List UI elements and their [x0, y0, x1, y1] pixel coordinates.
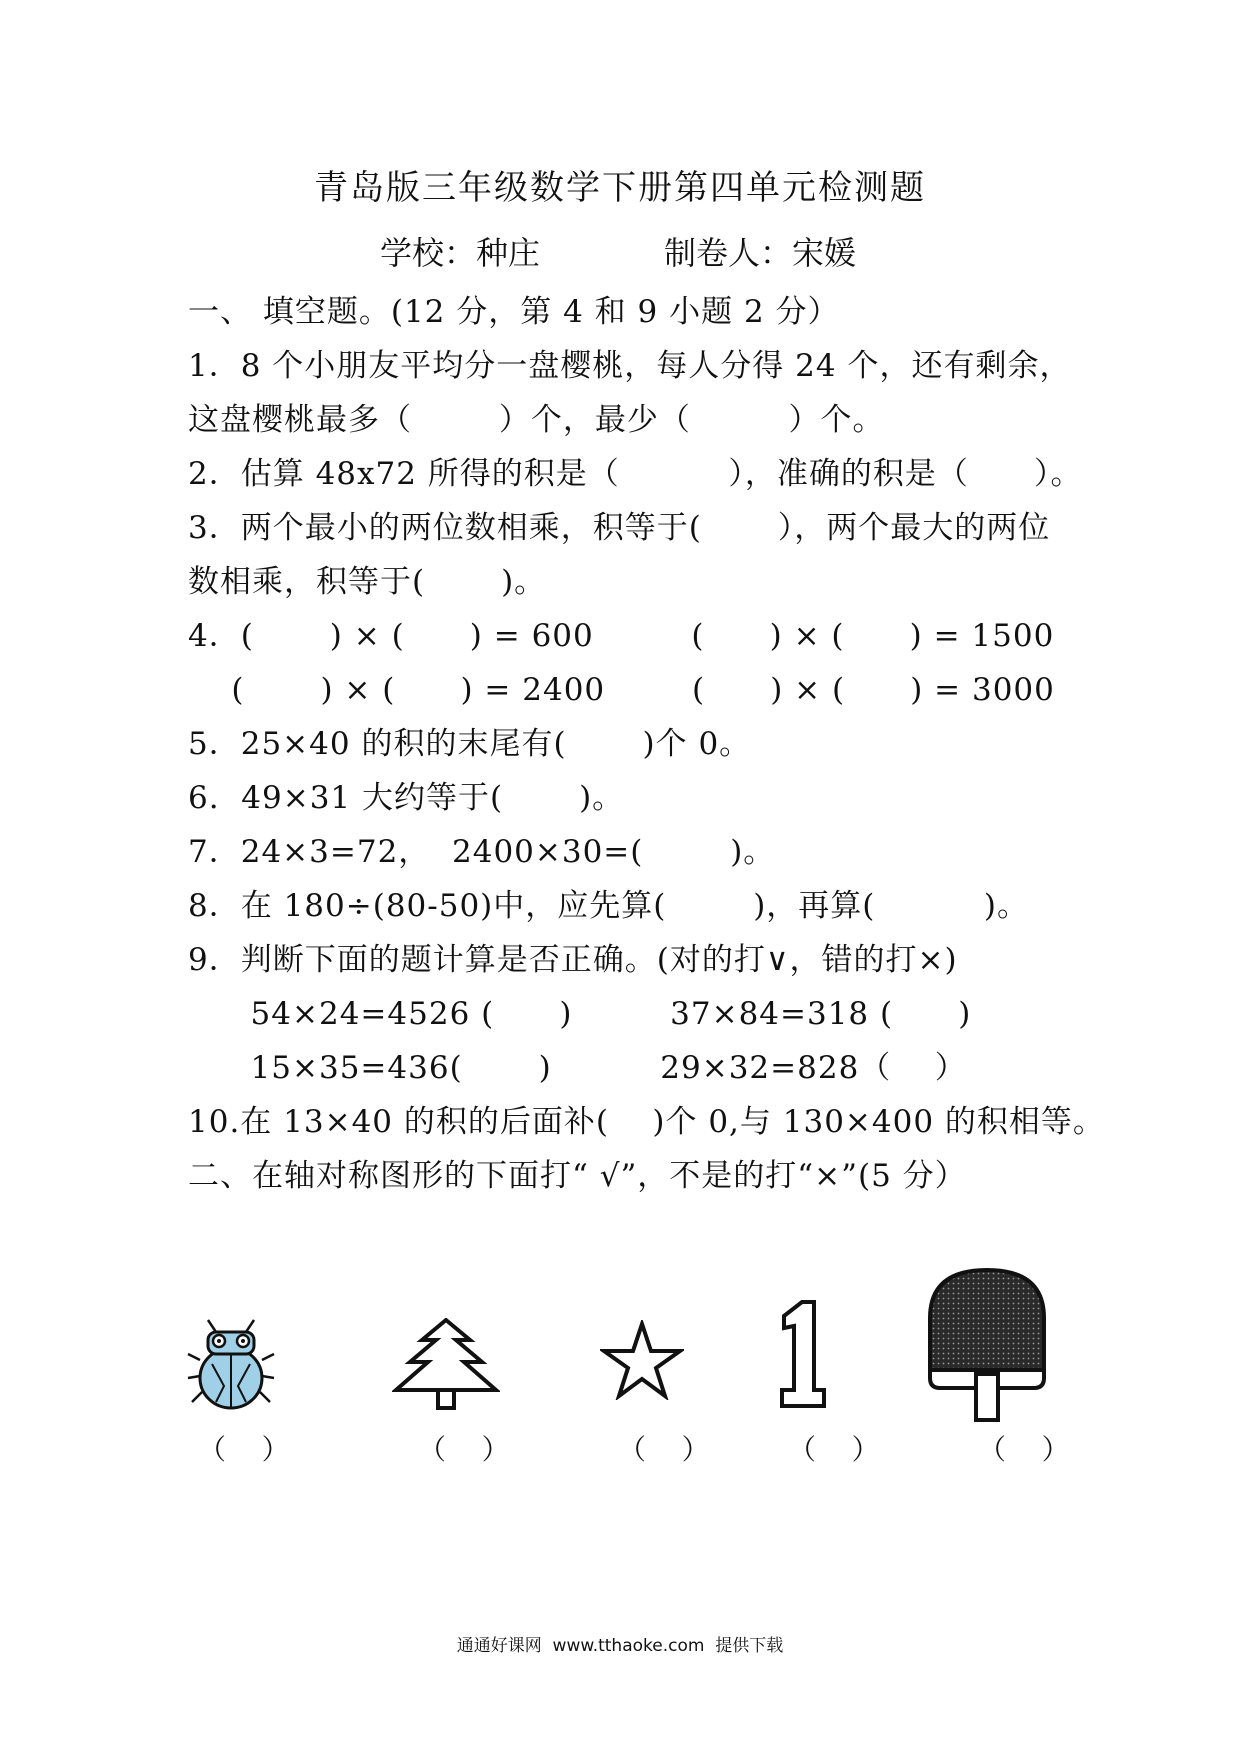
question-1-line-1: 1．8 个小朋友平均分一盘樱桃，每人分得 24 个，还有剩余， — [188, 348, 1072, 384]
answer-blank-beetle[interactable]: （ ） — [198, 1433, 290, 1466]
question-4-line-2: ( ) × ( ) = 2400 ( ) × ( ) = 3000 — [188, 672, 1055, 708]
question-9-row-1: 54×24=4526 ( ) 37×84=318 ( ) — [218, 996, 972, 1032]
question-10: 10.在 13×40 的积的后面补( )个 0,与 130×400 的积相等。 — [188, 1104, 1105, 1140]
beetle-icon — [186, 1316, 276, 1412]
question-9: 9．判断下面的题计算是否正确。(对的打∨，错的打×) — [188, 942, 958, 978]
answer-blank-one[interactable]: （ ） — [788, 1433, 880, 1466]
question-5: 5．25×40 的积的末尾有( )个 0。 — [188, 726, 752, 762]
question-2: 2．估算 48x72 所得的积是（ ），准确的积是（ ）。 — [188, 456, 1083, 492]
digit-one-icon — [778, 1298, 828, 1410]
question-8: 8．在 180÷(80-50)中，应先算( )，再算( )。 — [188, 888, 1030, 924]
question-7: 7．24×3=72， 2400×30=( )。 — [188, 834, 776, 870]
question-1-line-2: 这盘樱桃最多（ ）个，最少（ ）个。 — [188, 402, 885, 438]
answer-blank-tree[interactable]: （ ） — [418, 1433, 510, 1466]
author-label: 制卷人：宋媛 — [664, 234, 857, 272]
answer-blank-paddle[interactable]: （ ） — [978, 1433, 1070, 1466]
footer-credit: 通通好课网 www.tthaoke.com 提供下载 — [456, 1636, 784, 1656]
section1-heading: 一、 填空题。(12 分，第 4 和 9 小题 2 分） — [188, 294, 840, 330]
star-icon — [600, 1320, 684, 1400]
section2-heading: 二、在轴对称图形的下面打“ √”，不是的打“×”(5 分） — [188, 1158, 967, 1194]
pine-tree-icon — [392, 1318, 500, 1410]
question-9-row-2: 15×35=436( ) 29×32=828（ ） — [218, 1050, 967, 1086]
question-3-line-1: 3．两个最小的两位数相乘，积等于( ），两个最大的两位 — [188, 510, 1051, 546]
paddle-icon — [926, 1266, 1048, 1422]
school-label: 学校：种庄 — [380, 234, 541, 272]
question-3-line-2: 数相乘，积等于( )。 — [188, 564, 547, 600]
page-title: 青岛版三年级数学下册第四单元检测题 — [314, 168, 926, 208]
question-6: 6. 49×31 大约等于( )。 — [188, 780, 625, 816]
question-4-line-1: 4．( ) × ( ) = 600 ( ) × ( ) = 1500 — [188, 618, 1055, 654]
answer-blank-star[interactable]: （ ） — [618, 1433, 710, 1466]
